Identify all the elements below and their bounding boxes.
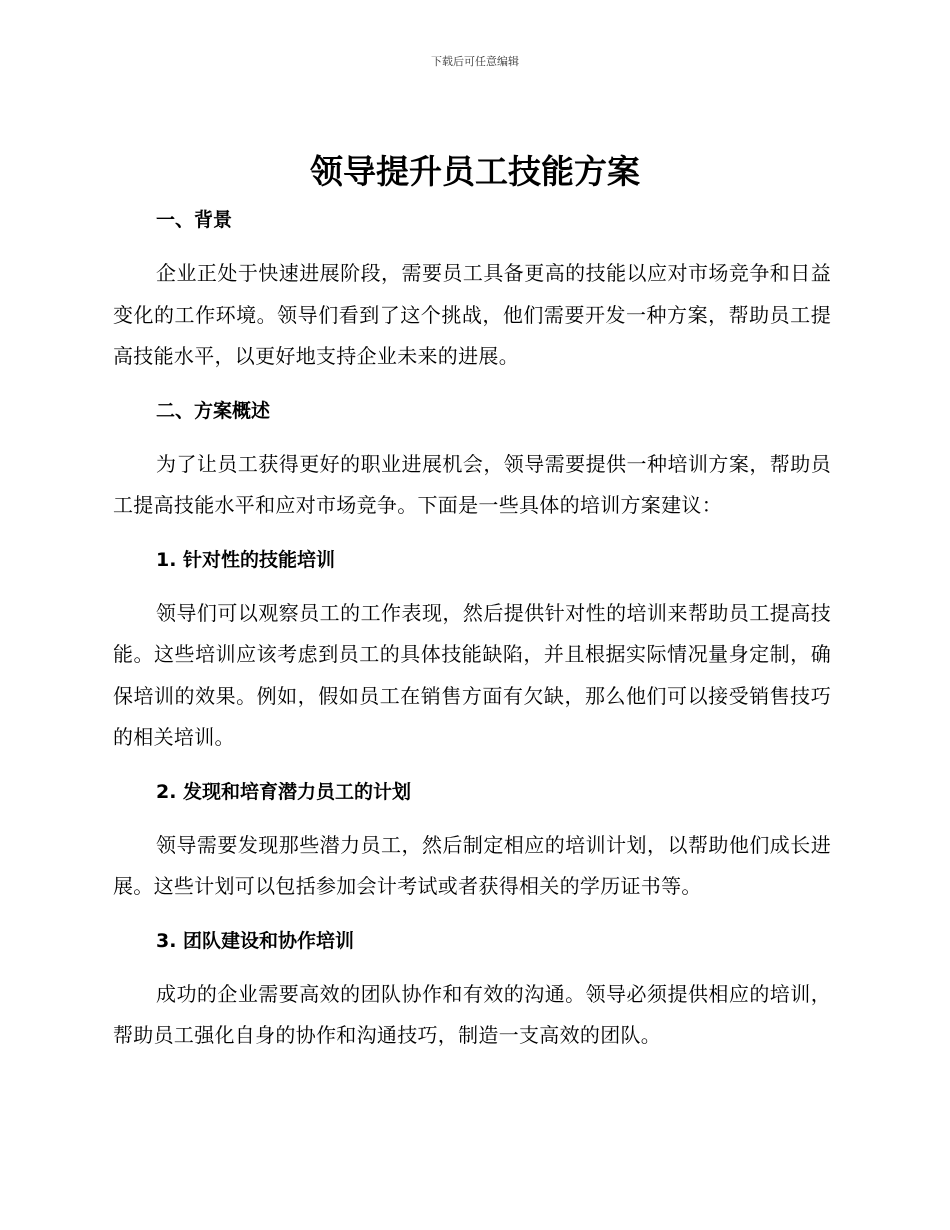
document-body (113, 200, 831, 1057)
section-heading: 二、方案概述 (156, 399, 271, 422)
section-overview (113, 391, 831, 540)
section-heading: 一、背景 (156, 209, 233, 231)
section-potential-employees (113, 772, 831, 921)
section-paragraph: 领导需要发现那些潜力员工，然后制定相应的培训计划，以帮助他们成长进展。这些计划可以包括参加会计考试或者获得相关的学历证书等。 (113, 832, 831, 898)
section-heading: 3. 团队建设和协作培训 (156, 929, 355, 952)
section-team-building (113, 921, 831, 1057)
section-paragraph: 领导们可以观察员工的工作表现，然后提供针对性的培训来帮助员工提高技能。这些培训应该考虑到员工的具体技能缺陷，并且根据实际情况量身定制，确保培训的效果。例如，假如员工在销售方面有欠缺，那么他们可以接受销售技巧的相关培训。 (113, 600, 831, 749)
page-header-note: 下载后可任意编辑 (431, 55, 519, 68)
document-title: 领导提升员工技能方案 (310, 152, 640, 191)
section-heading: 2. 发现和培育潜力员工的计划 (156, 780, 412, 803)
section-paragraph: 为了让员工获得更好的职业进展机会，领导需要提供一种培训方案，帮助员工提高技能水平和应对市场竞争。下面是一些具体的培训方案建议： (113, 451, 831, 517)
section-background (113, 200, 831, 391)
section-paragraph: 企业正处于快速进展阶段，需要员工具备更高的技能以应对市场竞争和日益变化的工作环境。领导们看到了这个挑战，他们需要开发一种方案，帮助员工提高技能水平，以更好地支持企业未来的进展。 (113, 261, 831, 368)
section-paragraph: 成功的企业需要高效的团队协作和有效的沟通。领导必须提供相应的培训，帮助员工强化自身的协作和沟通技巧，制造一支高效的团队。 (113, 981, 831, 1047)
section-heading: 1. 针对性的技能培训 (156, 548, 336, 571)
section-targeted-training (113, 540, 831, 772)
